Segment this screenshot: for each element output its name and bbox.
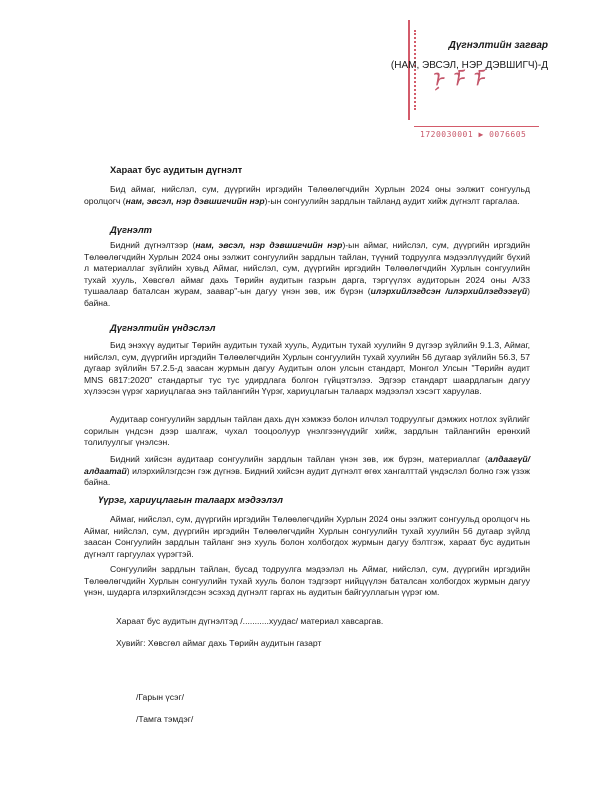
seal-placeholder: /Тамга тэмдэг/ xyxy=(136,714,194,724)
basis-paragraph-3 xyxy=(84,454,530,489)
responsibilities-heading: Үүрэг, хариуцлагын талаарх мэдээлэл xyxy=(98,494,283,505)
basis-placeholder: алдаагүй/алдаатай xyxy=(84,454,530,476)
responsibilities-text-2: Сонгуулийн зардлын тайлан, бусад тодруулга мэдээлэл нь Аймаг, нийслэл, сум, дүүргийн иргэдийн Төлөөлөгчдийн Хурлын сонгуулийн тухай хууль болон тэдгээрт нийцүүлэн баталсан холбогдох журмын дагуу үнэн, шударга илэрхийлэгдсэн эсэхэд дүгнэлт гаргах нь аудитын байгууллагын үүрэг юм. xyxy=(84,564,530,598)
responsibilities-text-1: Аймаг, нийслэл, сум, дүүргийн иргэдийн Төлөөлөгчдийн Хурлын 2024 оны ээлжит сонгуульд оролцогч нь Аймаг, нийслэл, сум, дүүргийн иргэдийн Төлөөлөгчдийн Хурлын сонгуулийн тухай хуулийн 56 дугаар зүйлд заасан Сонгуулийн зардлын тайланг энэ хууль болон холбогдох журмын дагуу бэлтгэж, хараат бус аудитын дүгнэлт гаргуулах үүрэгтэй. xyxy=(84,514,530,559)
opinion-text-c: ) байна. xyxy=(84,286,530,308)
opinion-heading: Дүгнэлт xyxy=(110,224,152,235)
basis-paragraph-2 xyxy=(84,414,530,449)
registration-stamp xyxy=(400,18,550,148)
intro-placeholder: нам, эвсэл, нэр дэвшигчийн нэр xyxy=(125,195,265,206)
stamp-glyphs: ᠨ ᠮ ᠮ xyxy=(430,68,484,93)
basis-text-1: Бид энэхүү аудитыг Төрийн аудитын тухай хууль, Аудитын тухай хуулийн 9 дүгээр зүйлийн 9.1.3, Аймаг, нийслэл, сум, дүүргийн иргэдийн Төлөөлөгчдийн Хурлын сонгуулийн тухай хуулийн 56 дугаар зүйлийн 56.3, 57 дугаар зүйлийн 57.2.5-д заасан журмын дагуу Аудитын олон улсын стандарт, Монгол Улсын "Төрийн аудит MNS 6817:2020" стандартыг тус тус удирдлага болгон гүйцэтгэлээ. Эдгээр стандарт шаардлагын дагуу хүлээсэн үүрэг хариуцлагаа энэ тайлангийн Үүрэг, хариуцлагын талаарх мэдээлэл хэсэгт харуулав. xyxy=(84,340,530,397)
responsibilities-paragraph-2 xyxy=(84,564,530,599)
basis-text-3a: Бидний хийсэн аудитаар сонгуулийн зардлын тайлан үнэн зөв, иж бүрэн, материаллаг ( xyxy=(110,454,488,464)
intro-text-b: )-ын сонгуулийн зардлын тайланд аудит хийж дүгнэлт гаргалаа. xyxy=(264,195,520,206)
document-title: Хараат бус аудитын дүгнэлт xyxy=(110,164,243,175)
basis-text-2: Аудитаар сонгуулийн зардлын тайлан дахь дүн хэмжээ болон илчлэл тодруулгыг дэмжих нотлох зүйлийг сорилын үндсэн дээр шалгаж, чухал тооцоолуур үнэлгээнүүдийг хийж, зардлын тайлангийн ерөнхий толилуулгыг үнэлсэн. xyxy=(84,414,530,448)
template-subtitle: (НАМ, ЭВСЭЛ, НЭР ДЭВШИГЧ)-Д xyxy=(390,60,548,71)
intro-text-a: Бид аймаг, нийслэл, сум, дүүргийн иргэдийн Төлөөлөгчдийн Хурлын 2024 оны ээлжит сонгуульд оролцогч ( xyxy=(84,184,530,206)
opinion-placeholder-state: илэрхийлэгдсэн /илэрхийлэгдээгүй xyxy=(370,286,528,297)
responsibilities-paragraph-1 xyxy=(84,514,530,560)
stamp-underline xyxy=(414,126,539,127)
stamp-number: 1720030001 ▶ 0076605 xyxy=(420,130,527,139)
intro-paragraph xyxy=(84,184,530,207)
opinion-text-a: Бидний дүгнэлтээр ( xyxy=(110,240,196,250)
basis-paragraph-1 xyxy=(84,340,530,398)
attachments-line: Хараат бус аудитын дүгнэлтэд /...........хуудас/ материал хавсаргав. xyxy=(116,616,384,626)
distribution-line: Хувийг: Хөвсгөл аймаг дахь Төрийн аудитын газарт xyxy=(116,638,322,648)
signature-placeholder: /Гарын үсэг/ xyxy=(136,692,185,702)
opinion-placeholder-name: нам, эвсэл, нэр дэвшигчийн нэр xyxy=(195,240,343,250)
template-title: Дүгнэлтийн загвар xyxy=(448,40,548,51)
basis-heading: Дүгнэлтийн үндэслэл xyxy=(110,322,216,333)
basis-text-3b: ) илэрхийлэгдсэн гэж дүгнэв. Бидний хийсэн аудит дүгнэлт өгөх хангалттай үндэслэл болно гэж үзэж байна. xyxy=(84,465,530,488)
opinion-text-b: )-ын аймаг, нийслэл, сум, дүүргийн иргэдийн Төлөөлөгчдийн Хурлын 2024 оны ээлжит сонгуулийн зардлын тайлан, түүний тодруулга мэдээллүүдийг бүхий л материаллаг зүйлийн хувьд Аймаг, нийслэл, сум, дүүргийн иргэдийн Төлөөлөгчдийн Хурлын сонгуулийн тухай хууль, Хөвсгөл аймаг дахь Төрийн аудитын газрын дарга, тэргүүлэх аудиторын 2024 оны А/33 тушаалаар баталсан журам, заавар"-ын дагуу үнэн зөв, иж бүрэн ( xyxy=(84,240,531,297)
opinion-paragraph xyxy=(84,240,530,310)
